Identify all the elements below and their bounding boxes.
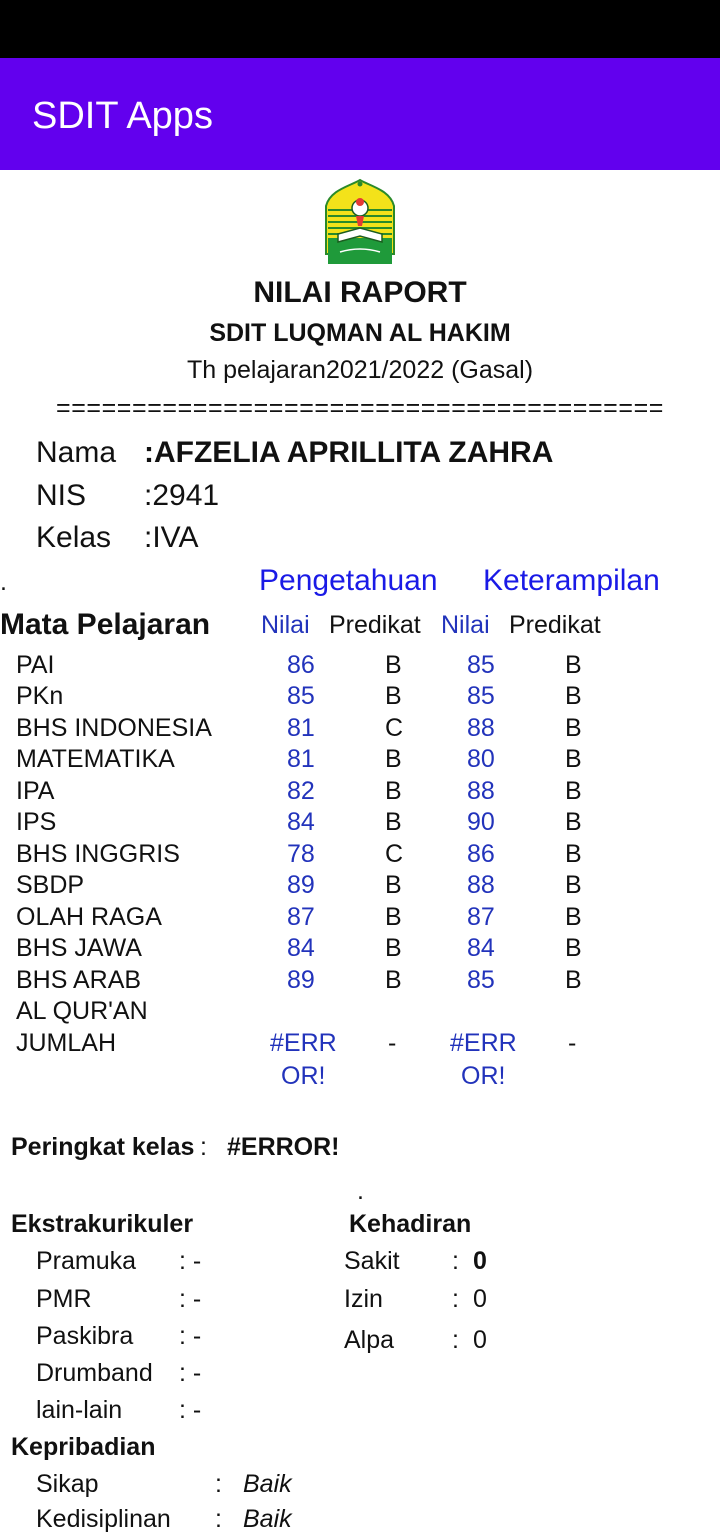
rank-value: #ERROR! [227, 1133, 340, 1161]
table-row [0, 745, 720, 776]
skill-total-score: #ERR OR! [450, 1029, 517, 1090]
class-label: Kelas [36, 521, 112, 554]
knowledge-predicate: B [385, 808, 402, 836]
name-label: Nama [36, 436, 117, 469]
extracurricular-value: : - [179, 1322, 202, 1350]
school-logo-icon [320, 176, 400, 268]
knowledge-total-predicate: - [388, 1029, 397, 1057]
skill-score: 85 [467, 651, 495, 679]
nis-value: :2941 [144, 479, 220, 512]
personality-colon: : [215, 1470, 222, 1498]
attendance-name: Alpa [344, 1326, 395, 1354]
skill-score: 90 [467, 808, 495, 836]
skill-score: 88 [467, 777, 495, 805]
knowledge-predicate: B [385, 745, 402, 773]
extracurricular-name: PMR [36, 1285, 92, 1313]
knowledge-score: 87 [287, 903, 315, 931]
table-row [0, 777, 720, 808]
knowledge-predicate: B [385, 966, 402, 994]
knowledge-predicate: B [385, 651, 402, 679]
knowledge-predicate: B [385, 871, 402, 899]
skill-predicate: B [565, 903, 582, 931]
subject-name: OLAH RAGA [16, 903, 162, 931]
personality-name: Kedisiplinan [36, 1505, 171, 1533]
attendance-name: Sakit [344, 1247, 400, 1275]
knowledge-predicate: B [385, 777, 402, 805]
table-row [0, 840, 720, 871]
rank-colon: : [200, 1133, 207, 1161]
knowledge-score: 89 [287, 966, 315, 994]
skill-predicate: B [565, 840, 582, 868]
table-row [0, 808, 720, 839]
extracurricular-name: Pramuka [36, 1247, 137, 1275]
separator-line: ======================================== [56, 394, 664, 422]
subject-name: BHS INGGRIS [16, 840, 180, 868]
subject-name: IPA [16, 777, 55, 805]
report-title: NILAI RAPORT [253, 276, 467, 309]
table-row [0, 903, 720, 934]
personality-name: Sikap [36, 1470, 99, 1498]
table-row [0, 871, 720, 902]
skill-predicate: B [565, 966, 582, 994]
table-row [0, 966, 720, 997]
attendance-value: 0 [473, 1285, 487, 1313]
knowledge-predicate: B [385, 934, 402, 962]
subject-name: PAI [16, 651, 55, 679]
knowledge-predicate: C [385, 714, 404, 742]
knowledge-predicate-header: Predikat [329, 611, 421, 639]
knowledge-score: 89 [287, 871, 315, 899]
knowledge-score: 81 [287, 714, 315, 742]
attendance-title: Kehadiran [349, 1210, 472, 1238]
personality-colon: : [215, 1505, 222, 1533]
skill-score: 85 [467, 966, 495, 994]
knowledge-score: 86 [287, 651, 315, 679]
attendance-colon: : [452, 1285, 459, 1313]
knowledge-score: 85 [287, 682, 315, 710]
table-row [0, 682, 720, 713]
extracurricular-value: : - [179, 1396, 202, 1424]
extracurricular-name: Drumband [36, 1359, 153, 1387]
attendance-value: 0 [473, 1326, 487, 1354]
skill-score: 86 [467, 840, 495, 868]
skill-score: 84 [467, 934, 495, 962]
skill-predicate: B [565, 871, 582, 899]
subject-name: PKn [16, 682, 64, 710]
attendance-colon: : [452, 1247, 459, 1275]
extracurricular-value: : - [179, 1247, 202, 1275]
subject-name: BHS ARAB [16, 966, 142, 994]
rank-label: Peringkat kelas [11, 1133, 195, 1161]
subject-column-header: Mata Pelajaran [0, 608, 211, 641]
skill-score: 80 [467, 745, 495, 773]
skill-score-header: Nilai [441, 611, 490, 639]
skill-score: 88 [467, 714, 495, 742]
knowledge-predicate: B [385, 682, 402, 710]
knowledge-score: 82 [287, 777, 315, 805]
skill-predicate: B [565, 808, 582, 836]
header-dot: . [0, 568, 7, 596]
knowledge-predicate: B [385, 903, 402, 931]
group-knowledge-header: Pengetahuan [259, 564, 438, 597]
skill-predicate: B [565, 934, 582, 962]
subject-name: SBDP [16, 871, 85, 899]
status-bar [0, 0, 720, 58]
extracurricular-name: lain-lain [36, 1396, 123, 1424]
attendance-colon: : [452, 1326, 459, 1354]
extracurricular-title: Ekstrakurikuler [11, 1210, 194, 1238]
knowledge-predicate: C [385, 840, 404, 868]
personality-value: Baik [243, 1470, 292, 1498]
knowledge-score: 84 [287, 934, 315, 962]
knowledge-score: 81 [287, 745, 315, 773]
table-row [0, 714, 720, 745]
name-value: :AFZELIA APRILLITA ZAHRA [144, 436, 554, 469]
subject-name: AL QUR'AN [16, 997, 148, 1025]
total-label: JUMLAH [16, 1029, 117, 1057]
skill-predicate: B [565, 745, 582, 773]
personality-title: Kepribadian [11, 1433, 156, 1461]
nis-label: NIS [36, 479, 87, 512]
academic-year: Th pelajaran2021/2022 (Gasal) [186, 356, 534, 384]
knowledge-score: 78 [287, 840, 315, 868]
subject-name: BHS JAWA [16, 934, 142, 962]
skill-score: 87 [467, 903, 495, 931]
skill-predicate-header: Predikat [509, 611, 601, 639]
total-row [0, 1029, 720, 1099]
skill-predicate: B [565, 777, 582, 805]
knowledge-total-score: #ERR OR! [270, 1029, 337, 1090]
subject-name: IPS [16, 808, 57, 836]
school-name: SDIT LUQMAN AL HAKIM [209, 319, 511, 347]
knowledge-score-header: Nilai [261, 611, 310, 639]
skill-predicate: B [565, 651, 582, 679]
subject-name: BHS INDONESIA [16, 714, 212, 742]
personality-value: Baik [243, 1505, 292, 1533]
extracurricular-name: Paskibra [36, 1322, 134, 1350]
table-row [0, 997, 720, 1028]
skill-score: 85 [467, 682, 495, 710]
knowledge-score: 84 [287, 808, 315, 836]
subject-name: MATEMATIKA [16, 745, 175, 773]
extracurricular-value: : - [179, 1359, 202, 1387]
class-value: :IVA [144, 521, 199, 554]
extracurricular-value: : - [179, 1285, 202, 1313]
rank-dot: . [357, 1177, 364, 1205]
skill-predicate: B [565, 682, 582, 710]
app-title: SDIT Apps [32, 95, 213, 137]
table-row [0, 934, 720, 965]
attendance-value: 0 [473, 1247, 487, 1275]
group-skill-header: Keterampilan [483, 564, 660, 597]
skill-predicate: B [565, 714, 582, 742]
skill-total-predicate: - [568, 1029, 577, 1057]
skill-score: 88 [467, 871, 495, 899]
table-row [0, 651, 720, 682]
attendance-name: Izin [344, 1285, 383, 1313]
